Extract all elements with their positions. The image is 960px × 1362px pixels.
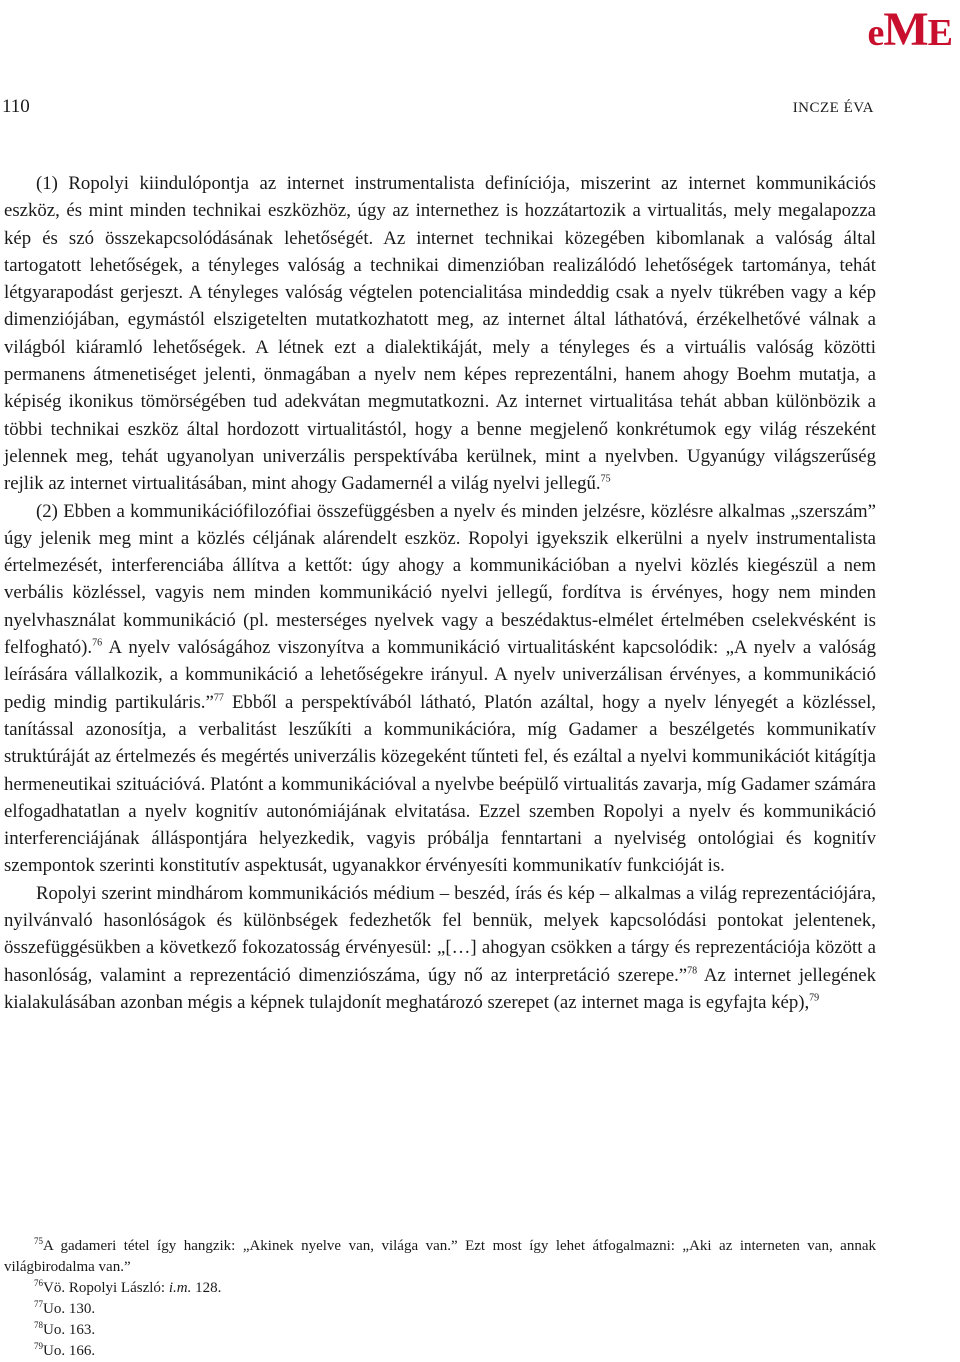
footnote-ref-79[interactable]: 79: [809, 992, 820, 1004]
paragraph-1: (1) Ropolyi kiindulópontja az internet instrumentalista definíciója, miszerint az internet kommunikációs eszköz, és mint minden technikai eszközhöz, úgy az internethez is hozzátartozik a virtualitás, mely megalapozza kép és szó összekapcsolódásának lehetőségét. Az internet technikai közegében kibomlanak a valóság által tartogatott lehetőségek, a tényleges valóság a technikai dimenzióban realizálódó lehetőségek tartománya, tehát létgyarapodást gerjeszt. A tényleges valóság végtelen potencialitása mindeddig csak a nyelv tükrében vagy a kép dimenziójában, egymástól elszigetelten mutatkozhatott meg, az internet által láthatóvá, érzékelhetővé válnak a világból kiáramló lehetőségek. A létnek ezt a dialektikáját, mely a tényleges és a virtuális valóság közötti permanens átmenetiséget jelenti, önmagában a nyelv nem képes reprezentálni, hanem ahogy Boehm mutatja, a képiség ikonikus tömörségében tud adekvátan megmutatkozni. Az internet virtualitása tehát abban különbözik a többi technikai eszköz által hordozott virtualitástól, hogy a benne megjelenő konkrétumok egy világ részeként jelennek meg, tehát ugyanolyan univerzális perspektívába kerülnek, mint a nyelvben. Ugyanúgy világszerűség rejlik az internet virtualitásában, mint ahogy Gadamernél a világ nyelvi jellegű.$^{75}$: [4, 173, 876, 495]
footnote-ref-76[interactable]: 76: [92, 637, 103, 649]
footnote-ref-75[interactable]: 75: [600, 474, 611, 485]
paragraph-2: (2) Ebben a kommunikációfilozófiai összefüggésben a nyelv és minden jelzésre, közlésre alkalmas „szerszám” úgy jelenik meg mint a közlés céljának alárendelt eszköz. Ropolyi igyekszik elkerülni a nyelv instrumentalista értelmezését, interferenciába állítva a kettőt: úgy ahogy a kommunikációban a nyelvi közlés kiegészül a nem verbális közléssel, vagyis nem minden kommunikáció nyelvi jellegű, fordítva is érvényes, hogy nem minden nyelvhasználat kommunikáció (pl. mesterséges nyelvek vagy a beszédaktus-elmélet értelmében cselekvésként is felfogható).$^{76}$ A nyelv valóságához viszonyítva a kommunikáció virtualitásként kapcsolódik: „A nyelv a valóság leírására vállalkozik, a kommunikáció a lehetőségekre irányul. A nyelv univerzálisan érvényes, a kommunikáció pedig mindig partikuláris.”$^{77}$ Ebből a perspektívából látható, Platón azáltal, hogy a nyelv lényegét a közléssel, tanítással azonosítja, a verbalitást leszűkíti a kommunikációra, míg Gadamer a beszélgetés kommunikatív struktúráját az értelmezés és megértés univerzális közegeként tűnteti fel, és ezáltal a nyelvi kommunikációt kitágítja hermeneutikai szituációvá. Platónt a kommunikációval a nyelvbe beépülő virtualitás zavarja, míg Gadamer számára elfogadhatatlan a nyelv kognitív autonómiájának elvitatása. Ezzel szemben Ropolyi a nyelv és kommunikáció interferenciájának álláspontjára helyezkedik, vagyis próbálja fenntartani a nyelviség ontológiai és kognitív szempontok szerinti konstitutív aspektusát, ugyanakkor érvényesíti kommunikatív funkcióját is.: [4, 500, 876, 877]
page-number: 110: [2, 96, 30, 117]
journal-logo: eME: [867, 3, 952, 56]
running-head: INCZE ÉVA: [792, 100, 874, 116]
footnote-75: $^{75}$A gadameri tétel így hangzik: „Akinek nyelve van, világa van.” Ezt most így lehet átfogalmazni: „Aki az interneten van, annak világbirodalma van.”: [4, 1236, 876, 1275]
footnote-76: $^{76}$Vö. Ropolyi László: i.m. 128.: [34, 1278, 222, 1296]
footnote-ref-77[interactable]: 77: [213, 692, 224, 704]
footnote-77: $^{77}$Uo. 130.: [34, 1299, 96, 1317]
footnote-79: $^{79}$Uo. 166.: [34, 1341, 96, 1359]
paragraph-3: Ropolyi szerint mindhárom kommunikációs médium – beszéd, írás és kép – alkalmas a világ reprezentációjára, nyilvánvaló hasonlóságok és különbségek fedezhetők fel bennük, melyek kapcsolódási pontokat jelentenek, összefüggésükben a következő fokozatosság érvényesül: „[…] ahogyan csökken a tárgy és reprezentációja között a hasonlóság, valamint a reprezentáció dimenziószáma, úgy nő az interpretáció szerepe.”$^{78}$ Az internet jellegének kialakulásában azonban mégis a képnek tulajdonít meghatározó szerepet (az internet maga is egyfajta kép),$^{79}$: [4, 882, 876, 1013]
body-text: [4, 170, 876, 1016]
footnote-78: $^{78}$Uo. 163.: [34, 1320, 96, 1338]
footnotes: [4, 1236, 876, 1362]
footnote-ref-78[interactable]: 78: [687, 965, 698, 977]
